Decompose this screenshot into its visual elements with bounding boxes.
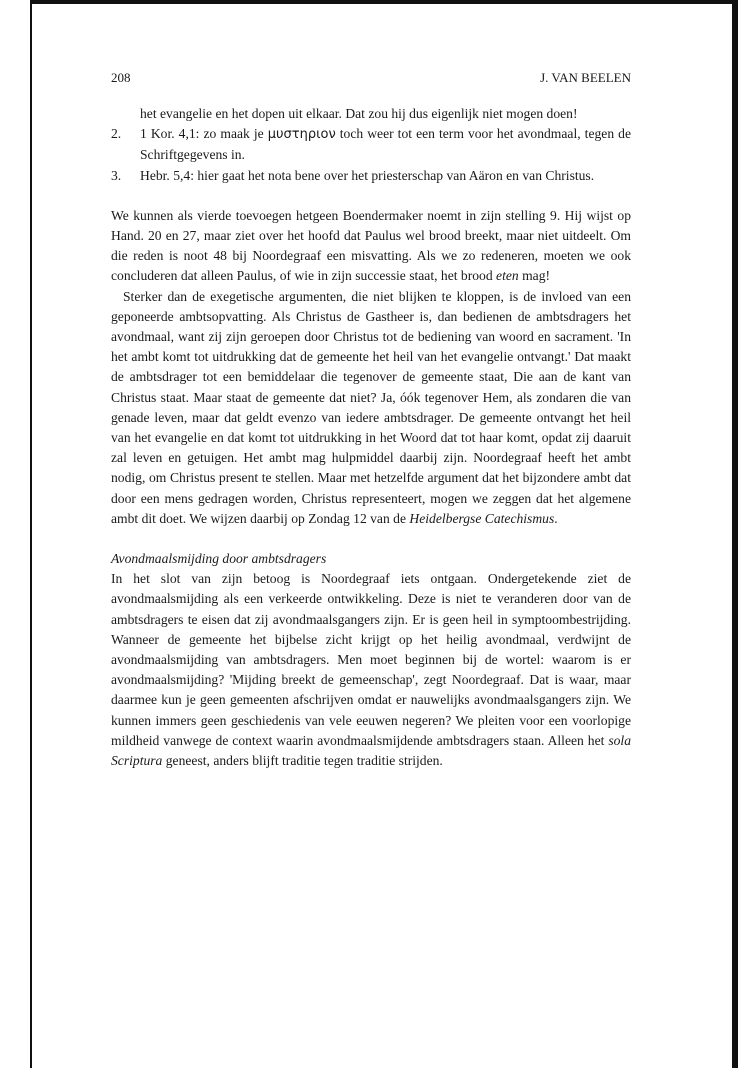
scan-border-top	[30, 0, 738, 4]
paragraph-2-text: Sterker dan de exegetische argumenten, die niet blijken te kloppen, is de invloed van een geponeerde ambtsopvatting. Als Christus de Gastheer is, dan bedienen de ambtsdragers het avondmaal, want zij zijn geroepen door Christus tot de bediening van woord en sacrament. 'In het ambt komt tot uitdrukking dat de gemeente het heil van het evangelie ontvangt.' Dat maakt de ambtsdrager tot een bemiddelaar die tegenover de gemeente staat, Die aan de kant van Christus staat. Maar staat de gemeente dat niet? Ja, óók tegenover Hem, als zondaren die van genade leven, maar dat geldt evenzo van iedere ambtsdrager. De gemeente ontvangt het heil van het evangelie en dat komt tot uitdrukking in het Woord dat tot haar komt, opdat zij daaruit zal leven en getuigen. Het ambt mag hulpmiddel daarbij zijn. Noordegraaf heeft het ambt nodig, om Christus present te stellen. Maar met hetzelfde argument dat het bijzondere ambt dat door een mens gedragen worden, Christus representeert, mogen we zeggen dat het algemene ambt dit doet. We wijzen daarbij op Zondag 12 van de	[111, 288, 631, 526]
paragraph-2	[111, 287, 631, 529]
note-continuation: het evangelie en het dopen uit elkaar. Dat zou hij dus eigenlijk niet mogen doen!	[140, 106, 578, 121]
page-number: 208	[111, 70, 131, 85]
running-title: J. VAN BEELEN	[540, 70, 631, 85]
section-heading: Avondmaalsmijding door ambtsdragers	[111, 551, 327, 567]
note-item	[111, 166, 631, 186]
scan-border-left	[30, 0, 32, 1068]
greek-term: μυστηριον	[267, 127, 336, 143]
page-content	[111, 68, 631, 771]
paragraph-2-end: .	[554, 510, 558, 526]
scan-border-right	[732, 0, 738, 1068]
running-header	[111, 68, 631, 88]
note-text-after: toch weer tot een term voor het avondmaal, tegen de Schriftgegevens in.	[140, 126, 631, 163]
paragraph-3-end: geneest, anders blijft traditie tegen traditie strijden.	[162, 753, 443, 769]
paragraph-1-end: mag!	[518, 268, 551, 284]
note-item	[111, 124, 631, 165]
note-text: Hebr. 5,4: hier gaat het nota bene over het priesterschap van Aäron en van Christus.	[140, 167, 595, 183]
paragraph-3-text: In het slot van zijn betoog is Noordegraaf iets ontgaan. Ondergetekende ziet de avondmaalsmijding als een verkeerde ontwikkeling. Deze is niet te veranderen door van de ambtsdragers te eisen dat zij avondmaalsgangers zijn. Er is geen heil in symptoombestrijding. Wanneer de gemeente het bijbelse zicht krijgt op het heilig avondmaal, verdwijnt de avondmaalsmijding van ambtsdragers. Men moet beginnen bij de wortel: waarom is er avondmaalsmijding? 'Mijding breekt de gemeenschap', zegt Noordegraaf. Dat is waar, maar daarmee kun je geen gemeenten afschrijven omdat er nauwelijks avondmaalsgangers zijn. We kunnen immers geen geschiedenis van vele eeuwen negeren? We pleiten voor een voorlopige mildheid vanwege de context waarin avondmaalsmijdende ambtsdragers staan. Alleen het	[111, 571, 631, 748]
emphasis-eten: eten	[496, 268, 519, 284]
note-number: 2.	[111, 126, 122, 142]
emphasis-catechismus: Heidelbergse Catechismus	[409, 510, 555, 526]
paragraph-1-text: We kunnen als vierde toevoegen hetgeen Boendermaker noemt in zijn stelling 9. Hij wijst op Hand. 20 en 27, maar ziet over het hoofd dat Paulus wel brood breekt, maar niet uitdeelt. Om die reden is noot 48 bij Noordegraaf een misvatting. Als we zo redeneren, moeten we ook concluderen dat alleen Paulus, of wie in zijn successie staat, het brood	[111, 207, 631, 284]
note-number: 3.	[111, 167, 122, 183]
notes-list	[111, 124, 631, 186]
paragraph-3	[111, 569, 631, 771]
paragraph-1	[111, 206, 631, 287]
note-text-before: 1 Kor. 4,1: zo maak je	[140, 126, 268, 142]
emphasis-sola-scriptura: sola Scriptura	[111, 732, 631, 769]
